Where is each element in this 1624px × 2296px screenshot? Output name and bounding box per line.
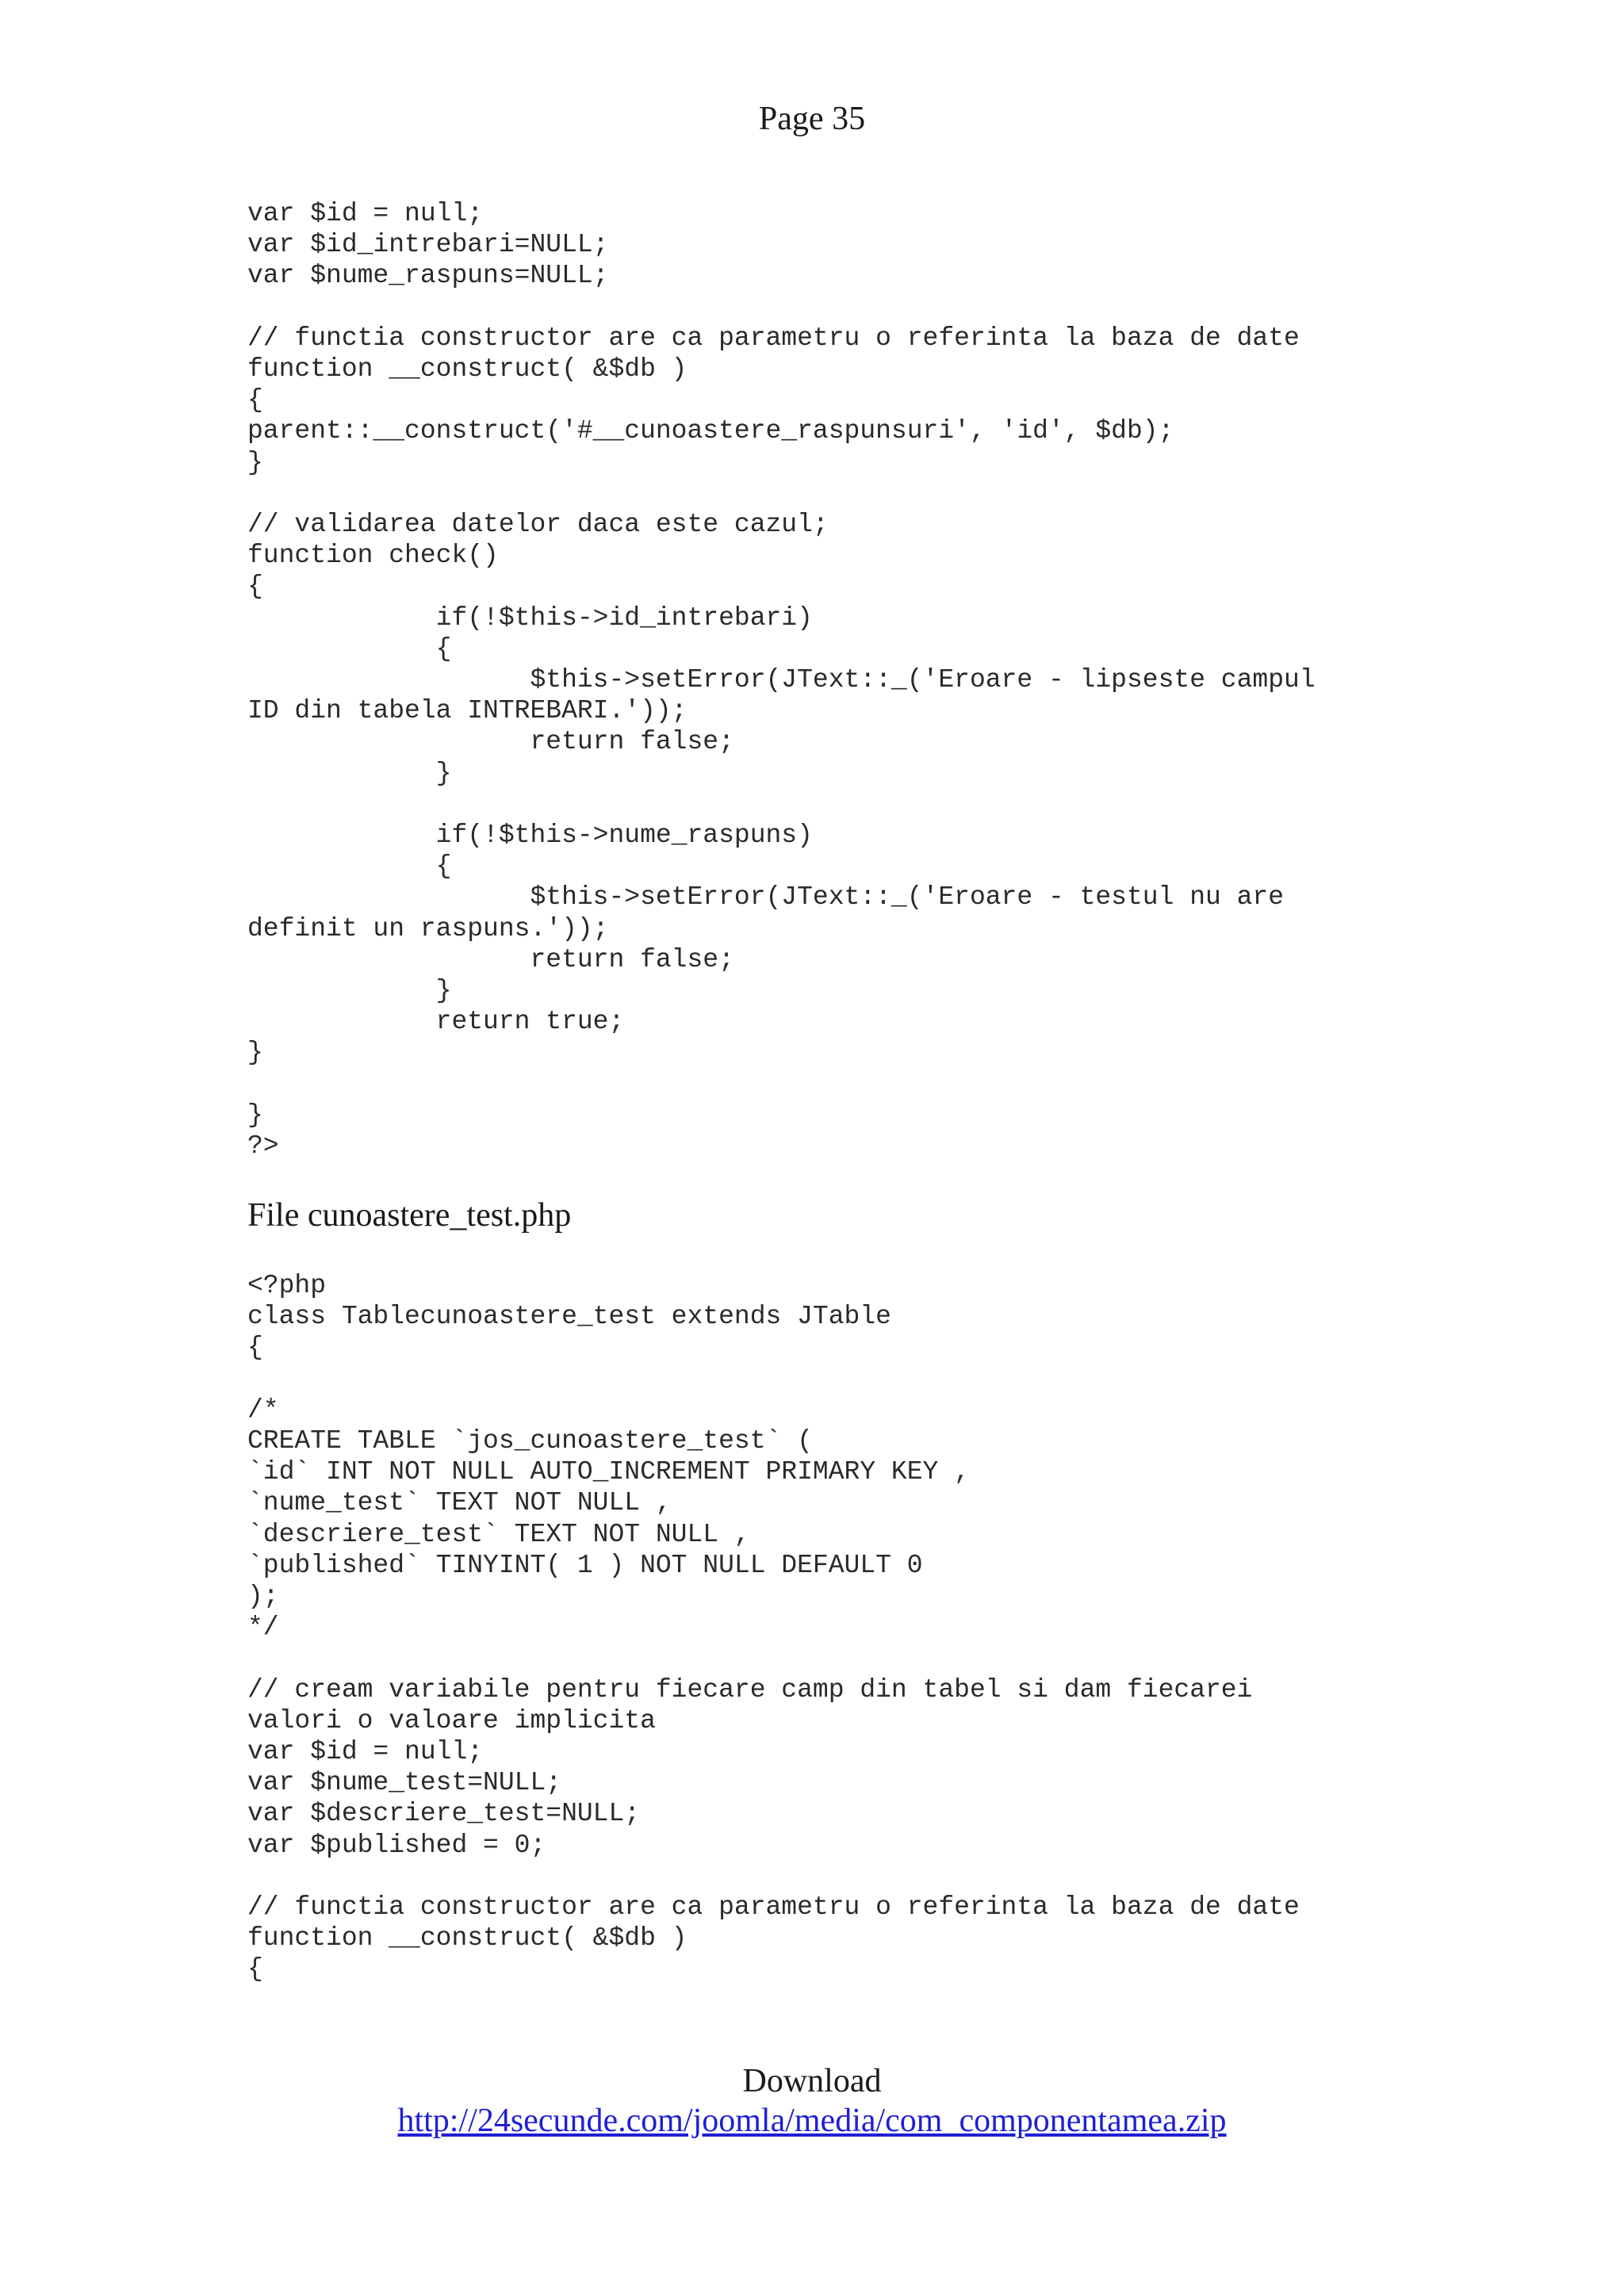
file-heading: File cunoastere_test.php [247, 1197, 572, 1234]
download-label: Download [742, 2063, 882, 2099]
download-link[interactable]: http://24secunde.com/joomla/media/com_componentamea.zip [397, 2103, 1227, 2139]
code-block: var $id = null; var $id_intrebari=NULL; var $nume_raspuns=NULL; // functia constructor are ca parametru o referinta la baza de date function __construct( &$db ) { parent::__construct('#__cunoastere_raspunsuri', 'id', $db); } // validarea datelor daca este cazul; function check() { if(!$this->id_intrebari) { $this->setError(JText::_('Eroare - lipseste campul ID din tabela INTREBARI.')); return false; } if(!$this->nume_raspuns) { $this->setError(JText::_('Eroare - testul nu are definit un raspuns.')); return false; } return true; } } ?> [247, 199, 1316, 1161]
page-footer [0, 2061, 1624, 2141]
page-number: Page 35 [758, 101, 866, 137]
code-block: <?php class Tablecunoastere_test extends JTable { /* CREATE TABLE `jos_cunoastere_test` ( `id` INT NOT NULL AUTO_INCREMENT PRIMARY KEY , `nume_test` TEXT NOT NULL , `descriere_test` TEXT NOT NULL , `published` TINYINT( 1 ) NOT NULL DEFAULT 0 ); */ // cream variabile pentru fiecare camp din tabel si dam fiecarei valori o valoare implicita var $id = null; var $nume_test=NULL; var $descriere_test=NULL; var $published = 0; // functia constructor are ca parametru o referinta la baza de date function __construct( &$db ) { [247, 1271, 1300, 1984]
